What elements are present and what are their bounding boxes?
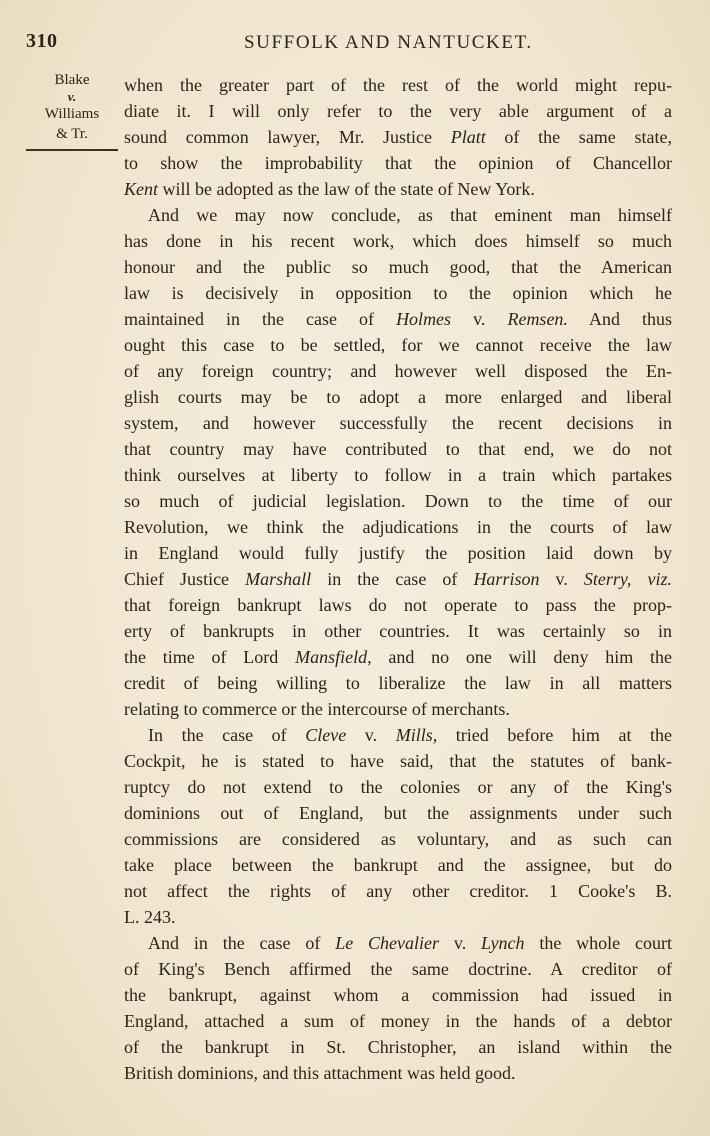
italic-text: Harrison [473, 569, 540, 589]
text-line [124, 800, 672, 826]
text-line [124, 592, 672, 618]
text-run: v. [451, 309, 508, 329]
text-run: Revolution, we think the adjudications in the courts of law [124, 517, 672, 537]
text-run: relating to commerce or the intercourse of merchants. [124, 699, 510, 719]
text-run: dominions out of England, but the assignments under such [124, 803, 672, 823]
text-line [124, 696, 672, 722]
text-run: of King's Bench affirmed the same doctrine. A creditor of [124, 959, 672, 979]
running-head: SUFFOLK AND NANTUCKET. [244, 32, 533, 53]
text-run: British dominions, and this attachment was held good. [124, 1063, 516, 1083]
text-run: v. [439, 933, 482, 953]
text-line [124, 618, 672, 644]
text-line [124, 124, 672, 150]
text-run: will be adopted as the law of the state of New York. [158, 179, 535, 199]
sidenote-versus: v. [67, 89, 77, 104]
text-line [124, 306, 672, 332]
text-line [124, 878, 672, 904]
text-line [124, 670, 672, 696]
page-number: 310 [26, 30, 58, 52]
italic-text: Mills, [395, 725, 438, 745]
text-line [124, 98, 672, 124]
text-line [124, 1034, 672, 1060]
text-line [124, 410, 672, 436]
text-line [124, 280, 672, 306]
sidenote-line: & Tr. [56, 126, 88, 142]
text-line [124, 462, 672, 488]
text-line [124, 514, 672, 540]
italic-text: Platt [450, 127, 486, 147]
text-run: so much of judicial legislation. Down to the time of our [124, 491, 672, 511]
text-line [124, 436, 672, 462]
italic-text: Sterry, viz. [583, 569, 672, 589]
text-line [124, 826, 672, 852]
text-line [124, 982, 672, 1008]
text-run: think ourselves at liberty to follow in a train which partakes [124, 465, 672, 485]
text-line [124, 228, 672, 254]
text-run: and no one will deny him the [371, 647, 672, 667]
text-line [124, 1008, 672, 1034]
text-run: to show the improbability that the opinion of Chancellor [124, 153, 672, 173]
text-run: And we may now conclude, as that eminent man himself [148, 205, 672, 225]
text-line [124, 72, 672, 98]
body-text [124, 72, 672, 1086]
text-line [124, 956, 672, 982]
text-run: glish courts may be to adopt a more enlarged and liberal [124, 387, 672, 407]
page-header [26, 30, 680, 60]
text-run: maintained in the case of [124, 309, 397, 329]
text-run: sound common lawyer, Mr. Justice [124, 127, 451, 147]
text-run: And in the case of [148, 933, 336, 953]
text-run: that foreign bankrupt laws do not operate to pass the prop- [124, 595, 672, 615]
text-run: has done in his recent work, which does himself so much [124, 231, 672, 251]
text-run: that country may have contributed to that end, we do not [124, 439, 672, 459]
text-run: ruptcy do not extend to the colonies or any of the King's [124, 777, 672, 797]
text-line [124, 644, 672, 670]
text-line [124, 150, 672, 176]
text-run: In the case of [148, 725, 306, 745]
text-line [124, 332, 672, 358]
text-line [124, 254, 672, 280]
italic-text: Holmes [396, 309, 452, 329]
italic-text: Cleve [305, 725, 347, 745]
text-line [124, 774, 672, 800]
case-sidenote [26, 70, 118, 144]
sidenote-line: Williams [44, 106, 100, 122]
text-line [124, 748, 672, 774]
text-run: v. [346, 725, 396, 745]
text-run: tried before him at the [437, 725, 672, 745]
text-line [124, 176, 672, 202]
text-line [124, 384, 672, 410]
text-run: take place between the bankrupt and the assignee, but do [124, 855, 672, 875]
text-run: law is decisively in opposition to the opinion which he [124, 283, 672, 303]
text-run: not affect the rights of any other creditor. 1 Cooke's B. [124, 881, 672, 901]
text-run: the bankrupt, against whom a commission had issued in [124, 985, 672, 1005]
text-run: in England would fully justify the position laid down by [124, 543, 672, 563]
text-line [124, 488, 672, 514]
italic-text: Lynch [481, 933, 525, 953]
text-run: diate it. I will only refer to the very able argument of a [124, 101, 672, 121]
text-run: L. 243. [124, 907, 176, 927]
text-run: in the case of [311, 569, 474, 589]
text-run: of the bankrupt in St. Christopher, an island within the [124, 1037, 672, 1057]
text-run: Chief Justice [124, 569, 246, 589]
text-line [124, 566, 672, 592]
italic-text: Remsen. [507, 309, 568, 329]
text-run: of any foreign country; and however well disposed the En- [124, 361, 672, 381]
sidenote-line: Blake [54, 72, 90, 88]
text-line [124, 358, 672, 384]
text-run: erty of bankrupts in other countries. It was certainly so in [124, 621, 672, 641]
text-run: the time of Lord [124, 647, 296, 667]
text-line [124, 202, 672, 228]
text-run: And thus [567, 309, 672, 329]
text-line [124, 540, 672, 566]
text-run: when the greater part of the rest of the world might repu- [124, 75, 672, 95]
text-run: England, attached a sum of money in the hands of a debtor [124, 1011, 672, 1031]
italic-text: Le Chevalier [335, 933, 440, 953]
text-run: of the same state, [485, 127, 672, 147]
italic-text: Marshall [245, 569, 312, 589]
text-run: ought this case to be settled, for we cannot receive the law [124, 335, 672, 355]
italic-text: Mansfield, [295, 647, 372, 667]
text-run: commissions are considered as voluntary, and as such can [124, 829, 672, 849]
text-run: v. [539, 569, 584, 589]
sidenote-divider [26, 149, 118, 151]
text-run: credit of being willing to liberalize the law in all matters [124, 673, 672, 693]
text-line [124, 722, 672, 748]
text-run: honour and the public so much good, that the American [124, 257, 672, 277]
text-line [124, 904, 672, 930]
text-run: Cockpit, he is stated to have said, that the statutes of bank- [124, 751, 672, 771]
italic-text: Kent [124, 179, 158, 199]
text-run: system, and however successfully the recent decisions in [124, 413, 672, 433]
text-line [124, 930, 672, 956]
text-run: the whole court [524, 933, 672, 953]
text-line [124, 852, 672, 878]
text-line [124, 1060, 672, 1086]
